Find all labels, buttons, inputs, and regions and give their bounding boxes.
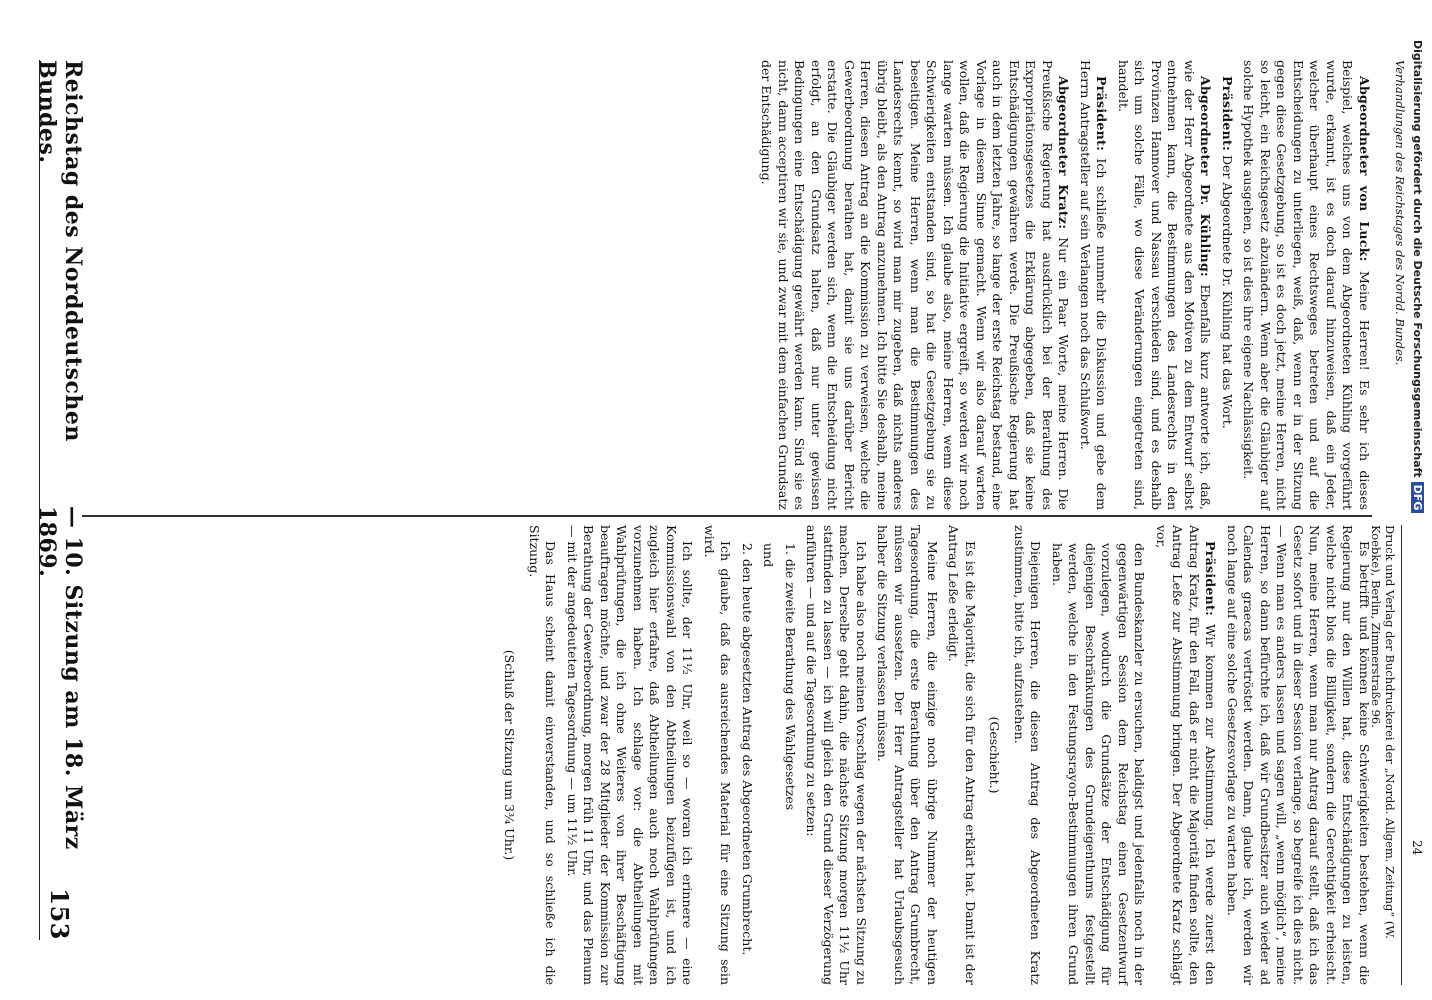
paragraph: Diejenigen Herren, die diesen Antrag des Abgeordneten Kratz zustimmen, bitte ich, aufzustehen. [1012,525,1044,985]
page-number: 153 [45,888,75,940]
header-title: Reichstag des Norddeutschen Bundes. [34,60,86,442]
speech-text: Wir kommen zur Abstimmung. Ich werde zuerst den Antrag Kratz, für den Fall, daß er nicht die Majorität finden sollte, den Antrag Leße zur Abstimmung bringen. Der Abgeordnete Kratz schlägt vor, [1154,525,1219,985]
header-session: — 10. Sitzung am 18. März 1869. [34,505,86,850]
speech-text: Ebenfalls kurz antworte ich, daß, wie der Herr Abgeordnete aus den Motiven zu dem Entwurf selbst entnehmen kann, die Bestimmungen des Landesrechts in den Provinzen Hannover und Nassau verschieden sind, und es deshalb sich um solche Fälle, wo diese Veränderungen eingetreten sind, handelt. [1116,60,1214,511]
agenda-item: 1. die zweite Berathung des Wahlgesetzes [783,543,798,811]
speech-text: Nur ein Paar Worte, meine Herren. Die Preußische Regierung hat ausdrücklich bei der Berathung des Expropriationsgesetzes die Erklärung abgegeben, daß sie keine Entschädigungen gewähren werde. Die Preußische Regierung hat auch in dem letzten Jahre, so lange der erste Reichstag bestand, eine Vorlage in diesem Sinne gemacht. Wenn wir also darauf warten wollen, daß die Regierung die Initiative ergreift, so werden wir noch lange warten müssen. Ich glaube also, meine Herren, wenn diese Schwierigkeiten entstanden sind, so hat die Gesetzgebung sie zu beseitigen. Meine Herren, wenn man die Bestimmungen des Landesrechts kennt, so wird man mir zugeben, daß nichts anderes übrig bleibt, als den Antrag anzunehmen. Ich bitte Sie deshalb, meine Herren, diesen Antrag an die Kommission zu verweisen, welche die Gewerbeordnung berathen hat, damit sie uns darüber Bericht erstatte. Die Gläubiger werden sich, wenn die Entscheidung nicht erfolgt, an den Grundsatz halten, daß nur unter gewissen Bedingungen eine Entschädigung gewährt werden kann. Sind sie es nicht, dann acceptiren wir sie, und zwar mit dem einfachen Grundsatz der Entschädigung. [759,60,1072,510]
paragraph [1240,60,1372,510]
paragraph [1077,60,1110,510]
agenda-conjunction: und [761,543,777,568]
page-header [34,60,86,940]
paragraph [1153,525,1219,985]
paragraph: Ich habe also noch meinen Vorschlag wegen der nächsten Sitzung zu machen. Derselbe geht dahin, die nächste Sitzung morgen 11½ Uhr stattfinden zu lassen — ich will gleich den Grund dieser Verzögerung anführen — und auf die Tagesordnung zu setzen: [804,525,869,985]
dfg-funding-notice [1411,40,1424,513]
stage-direction: (Schluß der Sitzung um 3¾ Uhr.) [502,649,518,861]
paragraph: Es ist die Majorität, die sich für den Antrag erklärt hat. Damit ist der Antrag Leße erledigt. [946,525,978,985]
paragraph [1219,60,1236,510]
stage-direction: (Geschieht.) [987,716,1003,794]
dfg-logo: DFG [1411,482,1424,514]
speech-text: Der Abgeordnete Dr. Kühling hat das Wort. [1220,155,1235,429]
paragraph [1115,60,1214,510]
column-divider [82,515,1372,517]
speaker-name: Präsident: [1203,541,1219,617]
speech-text: Es betrifft und können keine Schwierigkeiten bestehen, wenn die Regierung nur den Willen hat, diese Entschädigungen zu leisten, welche nicht blos die Billigkeit, sondern die Gerechtigkeit erheischt. Nun, meine Herren, wenn man nur Antrag darauf stellt, daß ich das Gesetz sofort und in dieser Session verlange, so begreife ich dies nicht. — Wenn man es anders lassen und sagen will, „wenn möglich“, meine Herren, so dann befürchte ich, daß wir Grundbesitzer auch wieder ad Calendas graecas vertröstet werden. Dann, glaube ich, werden wir noch lange auf eine solche Gesetzesvorlage zu warten haben. [1225,525,1372,985]
motion-quote: den Bundeskanzler zu ersuchen, baldigst und jedenfalls noch in der gegenwärtigen Session dem Reichstag einen Gesetzentwurf vorzulegen, wodurch die Grundsätze der Entschädigung für diejenigen Beschränkungen des Grundeigenthums festgestellt werden, welche in den Festungsrayon-Bestimmungen ihren Grund haben. [1050,543,1148,985]
paragraph [1224,525,1373,985]
sheet-number: 24 [1410,840,1424,856]
speech-text: Meine Herren! Es sehr ich dieses Beispiel, welches uns von dem Abgeordneten Kühling vorgeführt wurde, erkannt, ist es doch darauf hinzuweisen, daß ein Jeder, welcher überhaupt eines Rechtsweges betreten und auf die Entscheidungen zu unterliegen, weiß, daß, wenn er in der Sitzung gegen diese Gesetzgebung, so ist es doch jetzt, meine Herren, nicht so leicht, ein Reichsgesetz abzuändern. Wenn aber die Gläubiger auf solche Hypothek ausgehen, so ist dies ihre eigene Nachlässigkeit. [1241,60,1372,511]
paragraph: Das Haus scheint damit einverstanden, und so schließe ich die Sitzung. [527,525,559,985]
speaker-name: Abgeordneter Kratz: [1056,76,1072,230]
paragraph: Ich sollte, der 11½ Uhr, weil so — woran ich erinnere — eine Kommissionswahl von den Abtheilungen beizufügen ist, und ich zugleich hier erfahre, daß Abtheilungen auch noch Wahlprüfungen vorzunehmen haben. Ich schlage vor: die Abtheilungen mit Wahlprüfungen, die ich ohne Weiteres von ihrer Beschäftigung beauftragen möchte, und zwar der 28 Mitglieder der Kommission zur Berathung der Gewerbeordnung, morgen früh 11 Uhr, und das Plenum — mit der angedeuteten Tagesordnung — um 11½ Uhr. [565,525,696,985]
paragraph: Meine Herren, die einzige noch übrige Nummer der heutigen Tagesordnung, die erste Berathung über den Antrag Grumbrecht, müssen wir aussetzen. Der Herr Antragsteller hat Urlaubsgesuch halber die Sitzung verlassen müssen. [875,525,940,985]
agenda-item: 2. den heute abgesetzten Antrag des Abgeordneten Grumbrecht. [740,543,755,956]
speech-text: Ich schließe nunmehr die Diskussion und gebe dem Herrn Antragsteller auf sein Verlangen noch das Schlußwort. [1078,60,1110,510]
left-column [92,60,1372,510]
paragraph [758,60,1072,510]
running-footer: Verhandlungen des Reichstages des Nordd. Bundes. [1393,60,1407,366]
speaker-name: Präsident: [1220,76,1235,152]
speaker-name: Präsident: [1094,76,1110,152]
dfg-notice-text: Digitalisierung gefördert durch die Deutsche Forschungsgemeinschaft [1411,40,1424,478]
speaker-name: Abgeordneter Dr. Kühling: [1198,76,1214,277]
speaker-name: Abgeordneter von Luck: [1357,76,1372,262]
right-column [92,525,1372,985]
paragraph: Ich glaube, daß das ausreichendes Material für eine Sitzung sein wird. [702,525,734,985]
printer-imprint: Druck und Verlag der Buchdruckerei der „Nordd. Allgem. Zeitung“ (W. Koebke), Berlin, Zimmerstraße 96. [1369,525,1402,985]
